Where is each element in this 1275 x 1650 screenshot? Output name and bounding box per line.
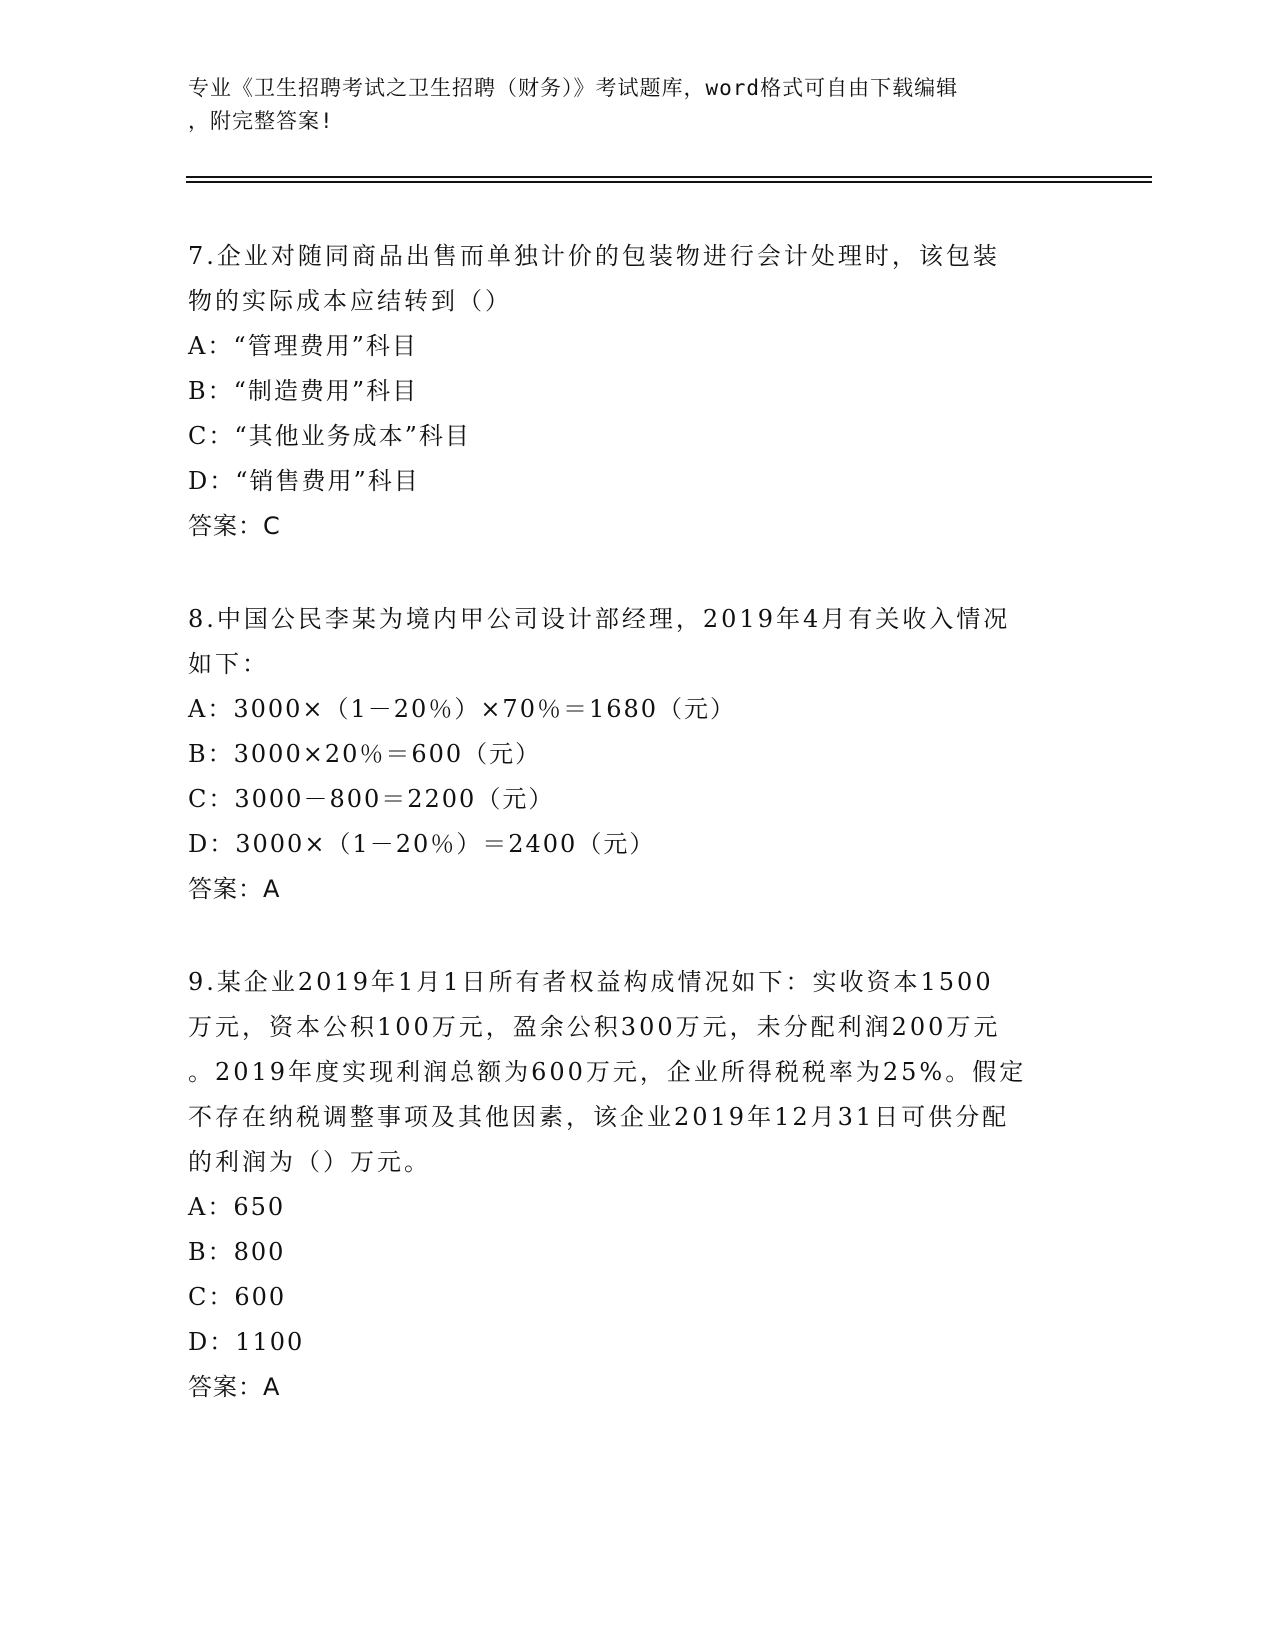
option-b: B：3000×20％＝600（元） bbox=[188, 740, 542, 768]
option-a: A：“管理费用”科目 bbox=[188, 332, 418, 360]
option-d: D：3000×（1－20％）＝2400（元） bbox=[188, 830, 656, 858]
question-stem-line: 8.中国公民李某为境内甲公司设计部经理，2019年4月有关收入情况 bbox=[188, 605, 1011, 633]
option-a: A：650 bbox=[188, 1193, 286, 1221]
question-stem-line: 如下： bbox=[188, 650, 269, 678]
question-stem-line: 物的实际成本应结转到（） bbox=[188, 287, 512, 315]
header-divider-top bbox=[186, 176, 1152, 178]
option-c: C：600 bbox=[188, 1283, 287, 1311]
option-a: A：3000×（1－20％）×70％＝1680（元） bbox=[188, 695, 737, 723]
option-d: D：1100 bbox=[188, 1328, 305, 1356]
header-divider-bottom bbox=[186, 181, 1152, 183]
question-stem-line: 万元，资本公积100万元，盈余公积300万元，未分配利润200万元 bbox=[188, 1013, 1001, 1041]
option-c: C：3000－800＝2200（元） bbox=[188, 785, 555, 813]
answer-line: 答案：A bbox=[188, 875, 281, 903]
question-stem bbox=[188, 960, 1068, 1185]
option-b: B：800 bbox=[188, 1238, 286, 1266]
question-stem-line: 不存在纳税调整事项及其他因素，该企业2019年12月31日可供分配 bbox=[188, 1103, 1010, 1131]
question-stem-line: 的利润为（）万元。 bbox=[188, 1148, 431, 1176]
question-7 bbox=[188, 234, 1068, 549]
question-stem-line: 。2019年度实现利润总额为600万元，企业所得税税率为25%。假定 bbox=[188, 1058, 1027, 1086]
option-c: C：“其他业务成本”科目 bbox=[188, 422, 471, 450]
option-b: B：“制造费用”科目 bbox=[188, 377, 419, 405]
header-line-2: ，附完整答案! bbox=[188, 109, 334, 133]
answer-line: 答案：C bbox=[188, 512, 281, 540]
document-header bbox=[188, 72, 1068, 138]
question-stem-line: 9.某企业2019年1月1日所有者权益构成情况如下：实收资本1500 bbox=[188, 968, 994, 996]
question-stem bbox=[188, 597, 1068, 687]
header-line-1: 专业《卫生招聘考试之卫生招聘（财务）》考试题库，word格式可自由下载编辑 bbox=[188, 76, 959, 100]
answer-line: 答案：A bbox=[188, 1373, 281, 1401]
question-9 bbox=[188, 960, 1068, 1410]
question-stem-line: 7.企业对随同商品出售而单独计价的包装物进行会计处理时，该包装 bbox=[188, 242, 1000, 270]
option-d: D：“销售费用”科目 bbox=[188, 467, 420, 495]
question-8 bbox=[188, 597, 1068, 912]
question-stem bbox=[188, 234, 1068, 324]
